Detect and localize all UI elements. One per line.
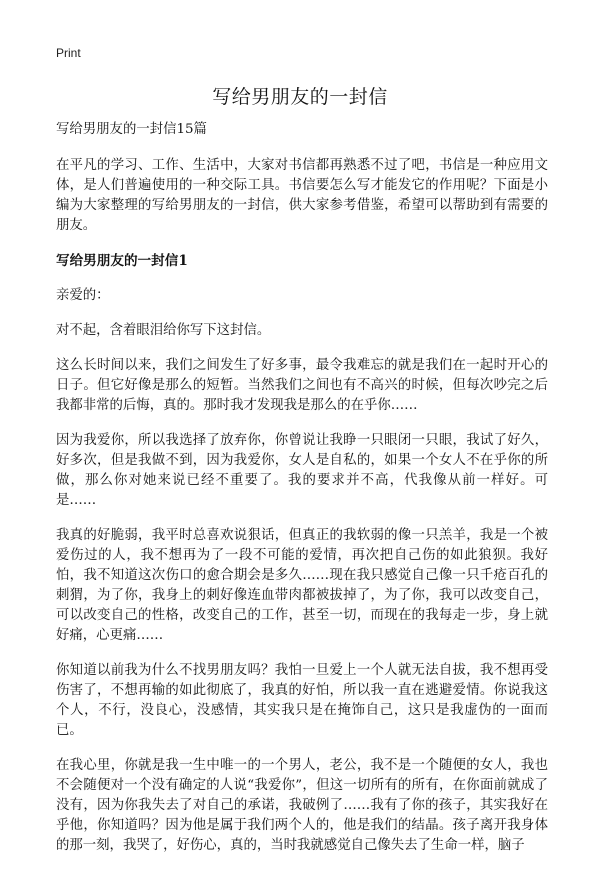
letter-paragraph: 因为我爱你，所以我选择了放弃你，你曾说让我睁一只眼闭一只眼，我试了好久，好多次，但是我做不到，因为我爱你，女人是自私的，如果一个女人不在乎你的所做，那么你对她来说已经不重要了。我的要求并不高，代我像从前一样好。可是…… [56,433,548,508]
print-link[interactable]: Print [56,46,81,60]
letter-paragraph: 我真的好脆弱，我平时总喜欢说狠话，但真正的我软弱的像一只羔羊，我是一个被爱伤过的人，我不想再为了一段不可能的爱情，再次把自己伤的如此狼狈。我好怕，我不知道这次伤口的愈合期会是多久……现在我只感觉自己像一只千疮百孔的刺猬，为了你，我身上的刺好像连血带肉都被拔掉了，为了你，我可以改变自己，可以改变自己的性格，改变自己的工作，甚至一切，而现在的我每走一步，身上就好痛，心更痛…… [56,528,548,643]
section-heading: 写给男朋友的一封信1 [56,253,188,269]
letter-paragraph: 在我心里，你就是我一生中唯一的一个男人，老公，我不是一个随便的女人，我也不会随便对一个没有确定的人说“我爱你”，但这一切所有的所有，在你面前就成了没有，因为你我失去了对自己的承诺，我破例了……我有了你的孩子，其实我好在乎他，你知道吗？因为他是属于我们两个人的，他是我们的结晶。孩子离开我身体的那一刻，我哭了，好伤心，真的，当时我就感觉自己像失去了生命一样，脑子 [56,758,548,853]
letter-paragraph: 你知道以前我为什么不找男朋友吗？我怕一旦爱上一个人就无法自拔，我不想再受伤害了，不想再输的如此彻底了，我真的好怕，所以我一直在逃避爱情。你说我这个人，不行，没良心，没感情，其实我只是在掩饰自己，这只是我虚伪的一面而已。 [56,663,548,738]
letter-greeting: 亲爱的： [56,288,110,303]
letter-paragraph: 这么长时间以来，我们之间发生了好多事，最令我难忘的就是我们在一起时开心的日子。但它好像是那么的短暂。当然我们之间也有不高兴的时候，但每次吵完之后我都非常的后悔，真的。那时我才发现我是那么的在乎你…… [56,358,548,413]
page-title: 写给男朋友的一封信 [212,86,388,108]
intro-paragraph: 在平凡的学习、工作、生活中，大家对书信都再熟悉不过了吧，书信是一种应用文体，是人们普遍使用的一种交际工具。书信要怎么写才能发它的作用呢？下面是小编为大家整理的写给男朋友的一封信，供大家参考借鉴，希望可以帮助到有需要的朋友。 [56,158,548,233]
article-subtitle: 写给男朋友的一封信15篇 [56,122,207,137]
article-body [56,120,548,871]
letter-paragraph: 对不起，含着眼泪给你写下这封信。 [56,323,271,338]
